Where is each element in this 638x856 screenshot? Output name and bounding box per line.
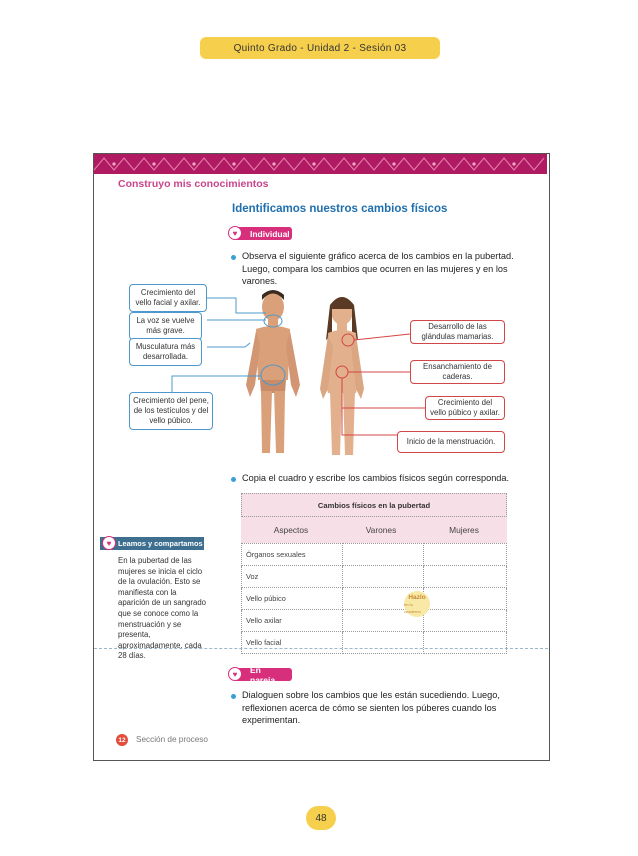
- callout-voice: La voz se vuelve más grave.: [129, 312, 202, 340]
- individual-label: Individual: [234, 227, 292, 240]
- table-row: [242, 566, 507, 588]
- callout-facial-hair: Crecimiento del vello facial y axilar.: [129, 284, 207, 312]
- changes-table: [241, 543, 507, 654]
- pattern-triangles-icon: [94, 154, 547, 174]
- row-label: Vello facial: [242, 632, 343, 654]
- cell-mujeres[interactable]: [424, 632, 507, 654]
- row-label: Voz: [242, 566, 343, 588]
- row-label: Vello axilar: [242, 610, 343, 632]
- pair-label: En pareja: [234, 668, 292, 681]
- sidebar-heading-text: Leamos y compartamos: [118, 539, 203, 548]
- callout-pubic-hair: Crecimiento del vello púbico y axilar.: [425, 396, 505, 420]
- cell-varones[interactable]: [343, 566, 424, 588]
- instruction-observe: Observa el siguiente gráfico acerca de los cambios en la pubertad. Luego, compara los cambios que ocurren en las mujeres y en los varones.: [242, 251, 514, 286]
- cell-mujeres[interactable]: [424, 544, 507, 566]
- callout-menstruation: Inicio de la menstruación.: [397, 431, 505, 453]
- row-label: Vello púbico: [242, 588, 343, 610]
- table-row: [242, 610, 507, 632]
- page-number: 48: [306, 806, 336, 830]
- stamp-sub: en tu cuaderno: [404, 601, 421, 614]
- cell-mujeres[interactable]: [424, 588, 507, 610]
- bullet-icon: [231, 694, 236, 699]
- cell-varones[interactable]: [343, 632, 424, 654]
- footer-number-badge: 12: [116, 734, 128, 746]
- sidebar-text: En la pubertad de las mujeres se inicia el ciclo de la ovulación. Esto se manifiesta con la aparición de un sangrado que se conoce como la menstruación y se presenta, aproximadamente, cada 28 días.: [118, 556, 206, 661]
- header-aspectos: Aspectos: [273, 525, 309, 535]
- decorative-pattern-strip: [94, 154, 547, 174]
- callout-genital-growth: Crecimiento del pene, de los testículos y del vello púbico.: [129, 392, 213, 430]
- header-mujeres: Mujeres: [449, 525, 479, 535]
- unit-banner-text: Quinto Grado - Unidad 2 - Sesión 03: [233, 42, 407, 54]
- instruction-copy: Copia el cuadro y escribe los cambios físicos según corresponda.: [242, 473, 510, 483]
- row-label: Órganos sexuales: [242, 544, 343, 566]
- table-title: Cambios físicos en la pubertad: [241, 493, 507, 517]
- cell-mujeres[interactable]: [424, 610, 507, 632]
- cell-mujeres[interactable]: [424, 566, 507, 588]
- table-row: [242, 544, 507, 566]
- pair-icon: ♥: [228, 667, 242, 681]
- table-header-row: [241, 517, 507, 543]
- callout-hip-widening: Ensanchamiento de caderas.: [410, 360, 505, 384]
- notebook-stamp: [404, 591, 430, 617]
- bullet-icon: [231, 477, 236, 482]
- callout-breast-development: Desarrollo de las glándulas mamarias.: [410, 320, 505, 344]
- male-figure-icon: [246, 290, 300, 453]
- person-icon: ♥: [228, 226, 242, 240]
- unit-banner: [200, 37, 440, 59]
- reading-icon: ♥: [102, 536, 116, 550]
- cell-varones[interactable]: [343, 544, 424, 566]
- divider: [94, 648, 548, 649]
- stamp-main: Hazlo: [408, 593, 426, 601]
- callout-muscles: Musculatura más desarrollada.: [129, 338, 202, 366]
- table-row: [242, 588, 507, 610]
- activity-title: Identificamos nuestros cambios físicos: [232, 203, 448, 215]
- header-varones: Varones: [365, 525, 397, 535]
- section-title: Construyo mis conocimientos: [118, 178, 269, 190]
- table-row: [242, 632, 507, 654]
- footer-section-label: Sección de proceso: [136, 735, 208, 744]
- instruction-dialogue: Dialoguen sobre los cambios que les están sucediendo. Luego, reflexionen acerca de cómo se sienten los púberes cuando los experimentan.: [242, 690, 500, 725]
- bullet-icon: [231, 255, 236, 260]
